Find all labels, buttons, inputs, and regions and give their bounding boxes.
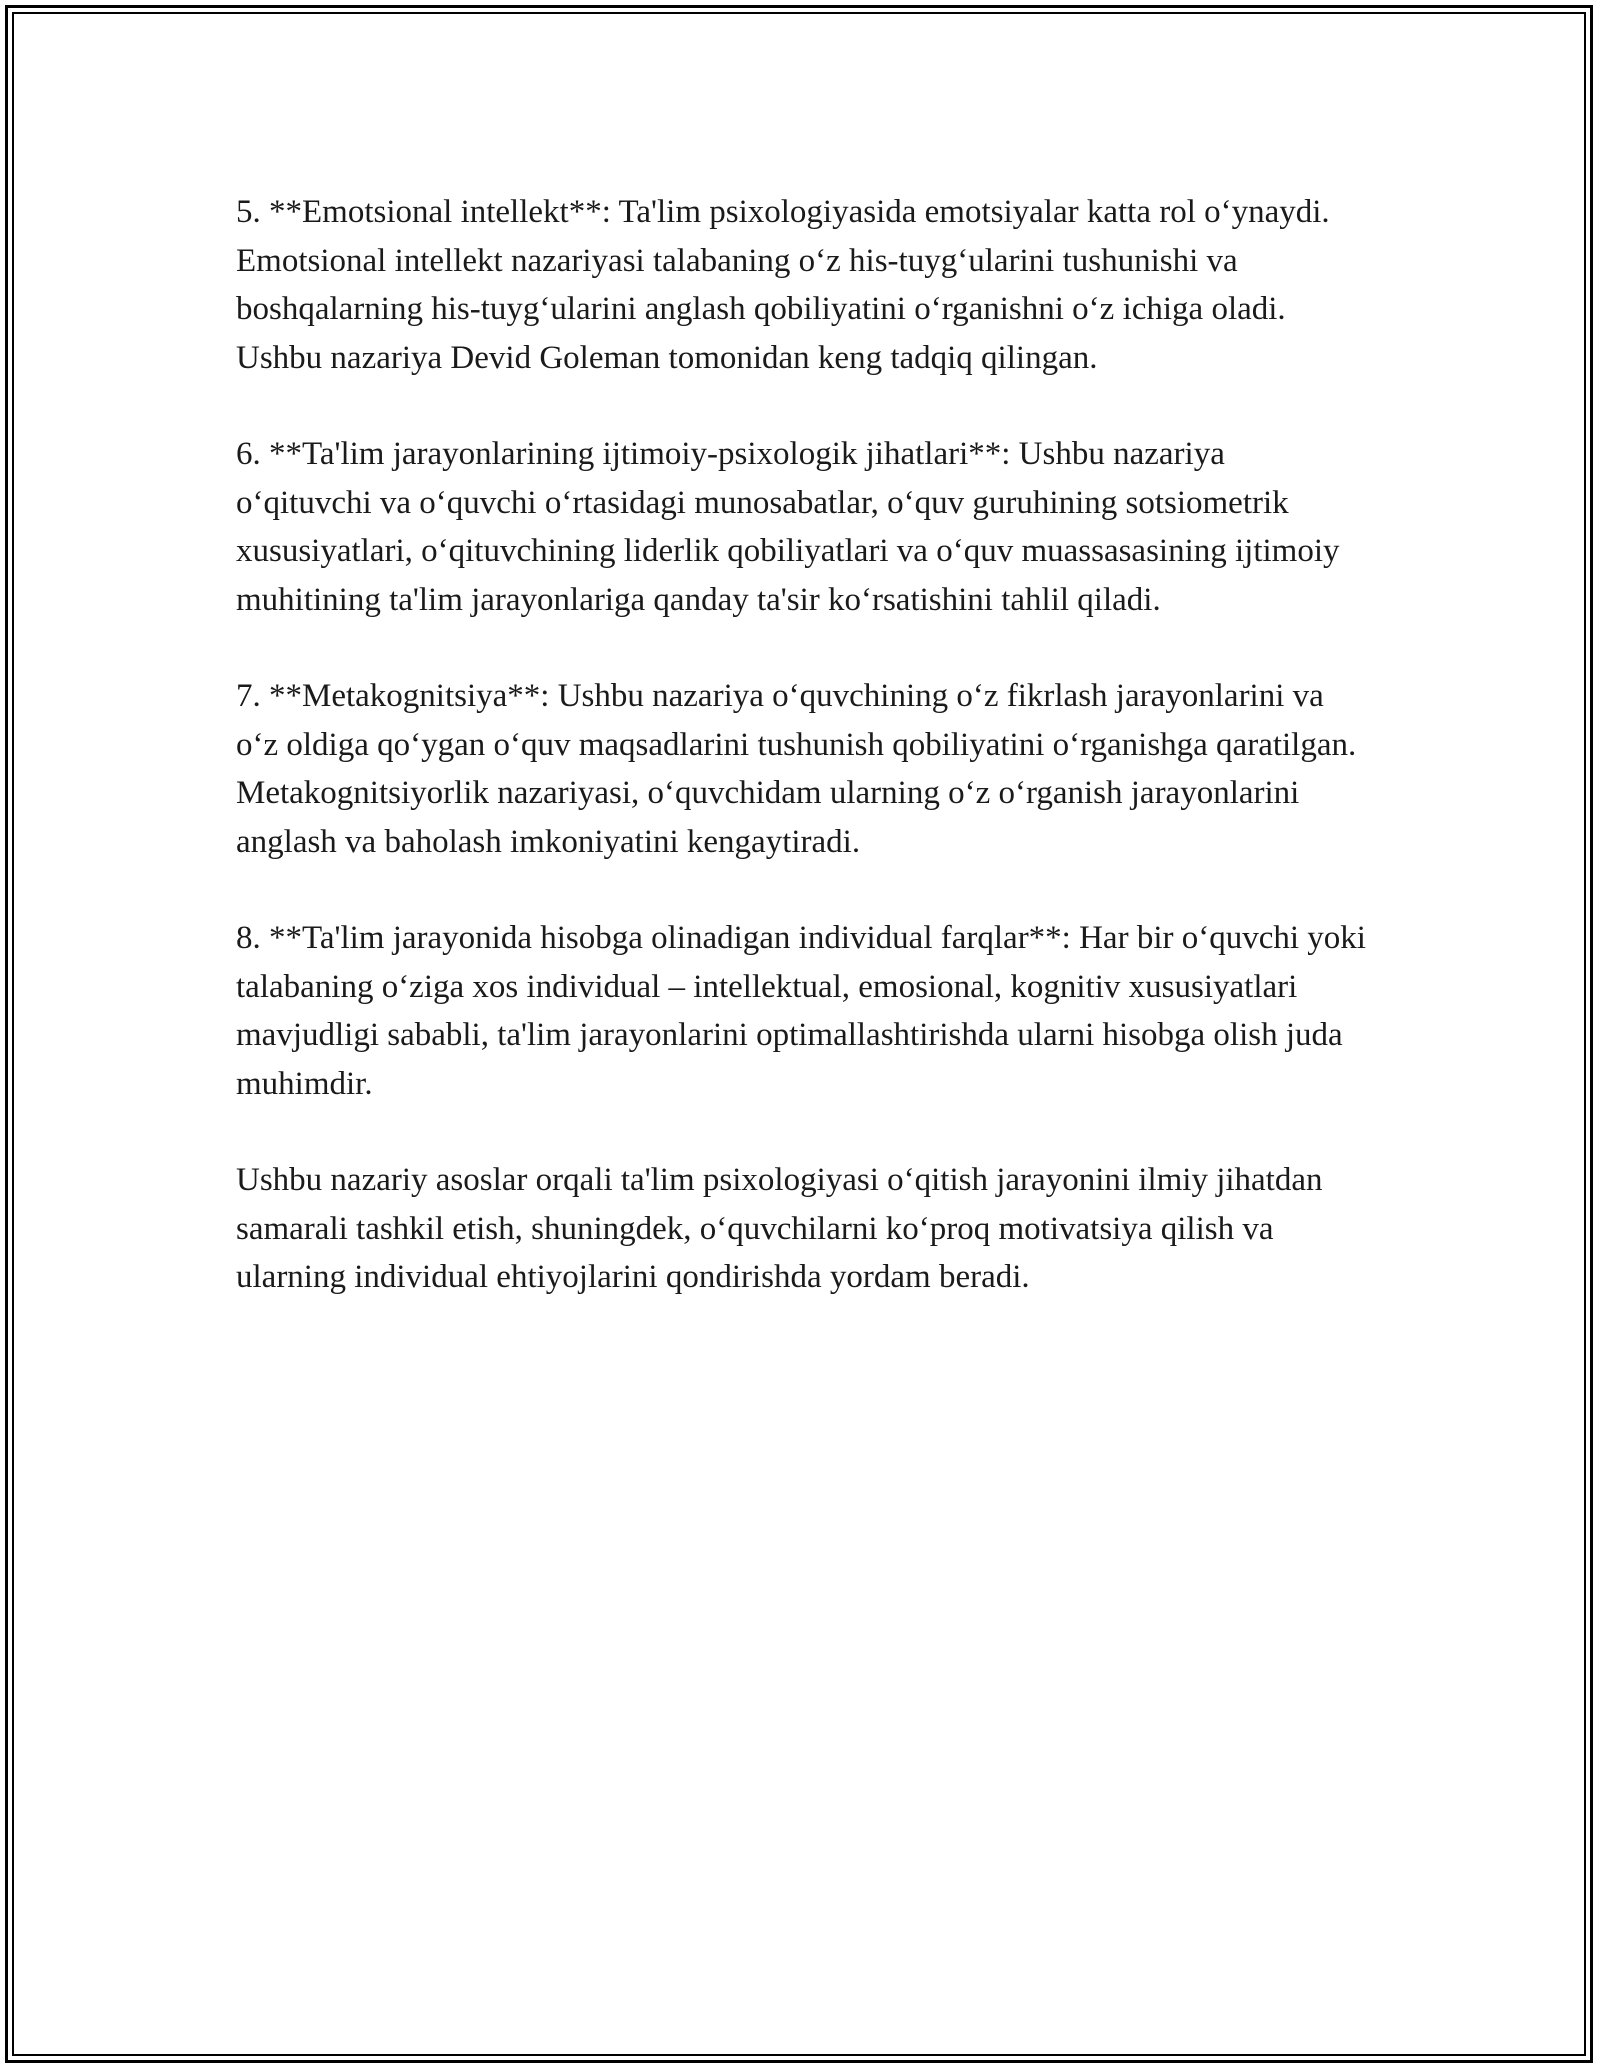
paragraph-individual-differences: 8. **Ta'lim jarayonida hisobga olinadigan individual farqlar**: Har bir oʻquvchi yoki talabaning oʻziga xos individual – intellektual, emosional, kognitiv xususiyatlari mavjudligi sababli, ta'lim jarayonlarini optimallashtirishda ularni hisobga olish juda muhimdir. [236, 920, 1366, 1102]
paragraph-social-psychological-aspects: 6. **Ta'lim jarayonlarining ijtimoiy-psixologik jihatlari**: Ushbu nazariya oʻqituvchi va oʻquvchi oʻrtasidagi munosabatlar, oʻquv guruhining sotsiometrik xususiyatlari, oʻqituvchining liderlik qobiliyatlari va oʻquv muassasasining ijtimoiy muhitining ta'lim jarayonlariga qanday ta'sir koʻrsatishini tahlil qiladi. [236, 436, 1340, 618]
paragraph-metacognition: 7. **Metakognitsiya**: Ushbu nazariya oʻquvchining oʻz fikrlash jarayonlarini va oʻz oldiga qoʻygan oʻquv maqsadlarini tushunish qobiliyatini oʻrganishga qaratilgan. Metakognitsiyorlik nazariyasi, oʻquvchidam ularning oʻz oʻrganish jarayonlarini anglash va baholash imkoniyatini kengaytiradi. [236, 678, 1357, 860]
paragraph-emotional-intelligence: 5. **Emotsional intellekt**: Ta'lim psixologiyasida emotsiyalar katta rol oʻynaydi. Emotsional intellekt nazariyasi talabaning oʻz his-tuygʻularini tushunishi va boshqalarning his-tuygʻularini anglash qobiliyatini oʻrganishni oʻz ichiga oladi. Ushbu nazariya Devid Goleman tomonidan keng tadqiq qilingan. [236, 194, 1330, 376]
paragraph-conclusion: Ushbu nazariy asoslar orqali ta'lim psixologiyasi oʻqitish jarayonini ilmiy jihatdan samarali tashkil etish, shuningdek, oʻquvchilarni koʻproq motivatsiya qilish va ularning individual ehtiyojlarini qondirishda yordam beradi. [236, 1162, 1323, 1295]
document-body [236, 188, 1366, 1350]
